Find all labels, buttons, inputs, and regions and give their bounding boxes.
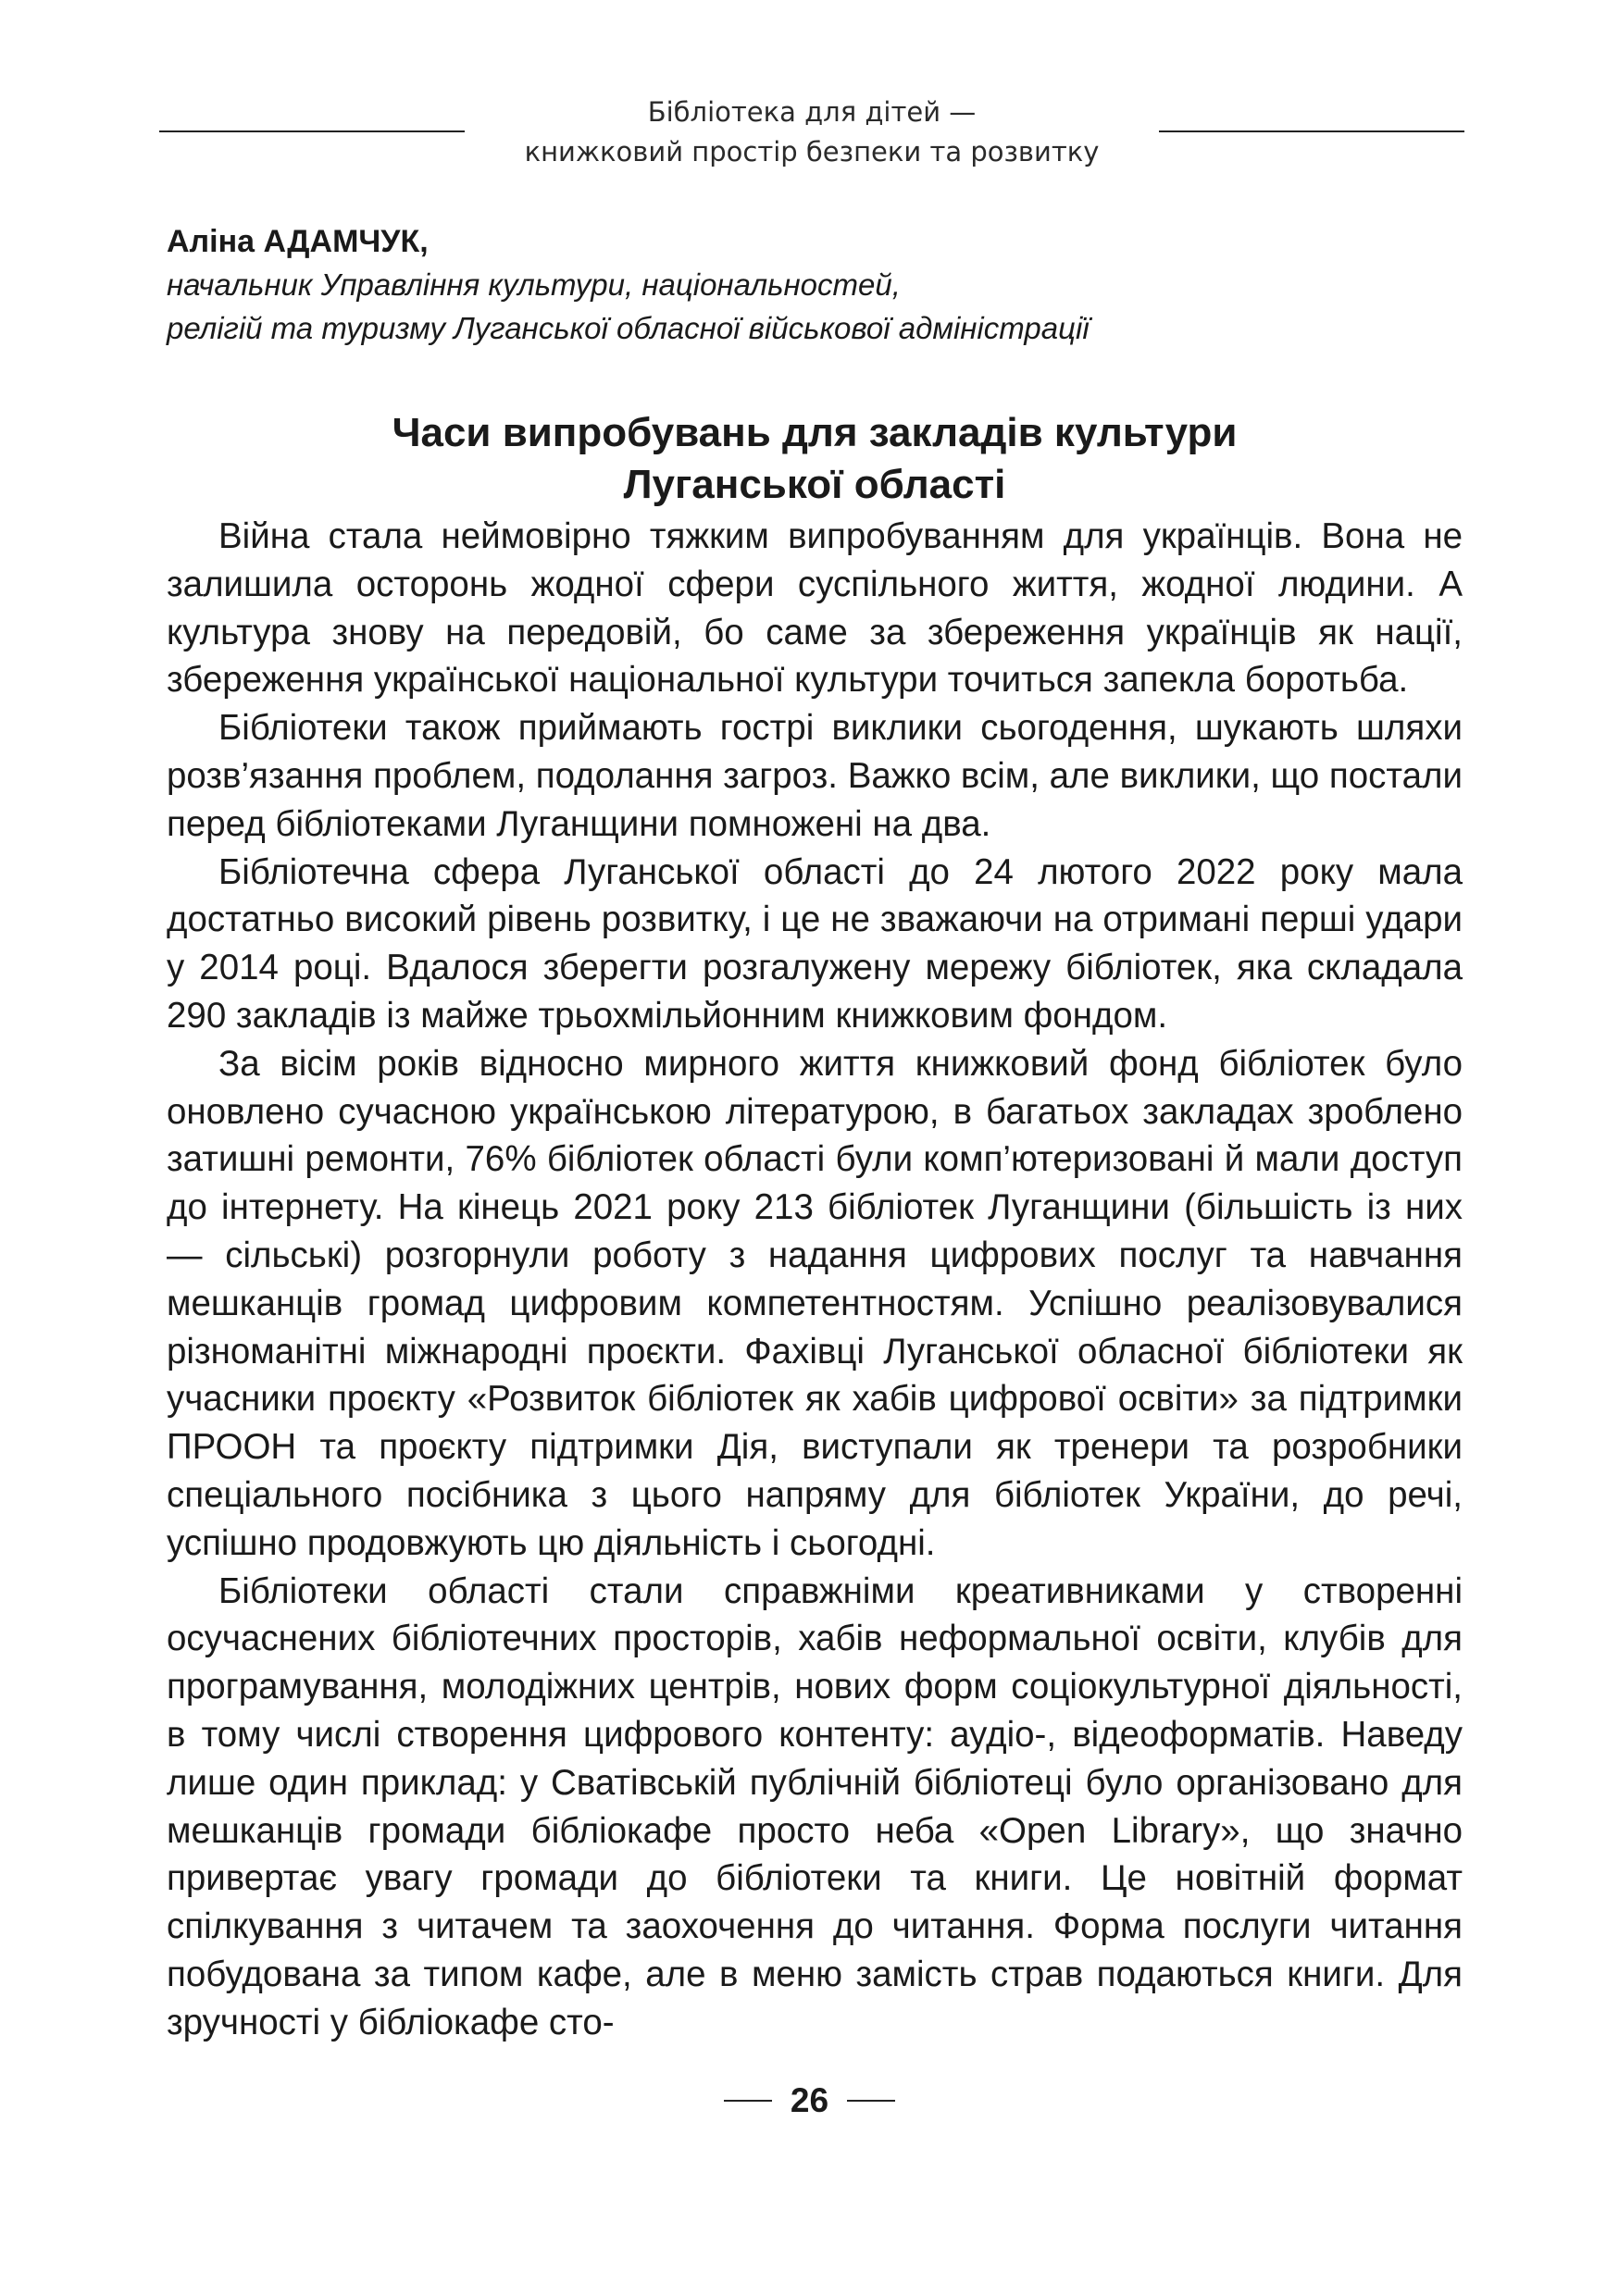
page-number-rule-left — [724, 2100, 772, 2102]
paragraph-3: Бібліотечна сфера Луганської області до 24 лютого 2022 року мала достатньо високий рівень розвитку, і це не зважаючи на отримані перші удари у 2014 році. Вдалося зберегти розгалужену мережу бібліотек, яка складала 290 закладів із майже трьохмільйонним книжковим фондом. — [167, 851, 1463, 1036]
header-rule-left — [159, 130, 465, 132]
page-number-rule-right — [847, 2100, 895, 2102]
page-number: 26 — [790, 2081, 829, 2119]
author-role-line-1: начальник Управління культури, національностей, — [167, 267, 901, 302]
author-role-line-2: релігій та туризму Луганської обласної військової адміністрації — [167, 311, 1090, 345]
header-rule-right — [1159, 130, 1464, 132]
running-header — [159, 93, 1464, 176]
paragraph-5: Бібліотеки області стали справжніми креативниками у створенні осучаснених бібліотечних просторів, хабів неформальної освіти, клубів для програмування, молодіжних центрів, нових форм соціокультурної діяльності, в тому числі створення цифрового контенту: аудіо-, відеоформатів. Наведу лише один приклад: у Сватівській публічній бібліотеці було організовано для мешканців громади бібліокафе просто неба «Open Library», що значно привертає увагу громади до бібліотеки та книги. Це новітній формат спілкування з читачем та заохочення до читання. Форма послуги читання побудована за типом кафе, але в меню замість страв подаються книги. Для зручності у бібліокафе сто- — [167, 1570, 1463, 2042]
author-name: Аліна АДАМЧУК, — [167, 224, 429, 259]
page-footer — [0, 2073, 1619, 2128]
article-title-line-2: Луганської області — [623, 462, 1006, 507]
running-header-line-1: Бібліотека для дітей — — [647, 96, 977, 128]
paragraph-2: Бібліотеки також приймають гострі виклики сьогодення, шукають шляхи розв’язання проблем, подолання загроз. Важко всім, але виклики, що постали перед бібліотеками Луганщини помножені на два. — [167, 708, 1463, 844]
article-title-line-1: Часи випробувань для закладів культури — [392, 410, 1238, 455]
article-body — [167, 513, 1463, 2047]
paragraph-1: Війна стала неймовірно тяжким випробуванням для українців. Вона не залишила осторонь жодної сфери суспільного життя, жодної людини. А культура знову на передовій, бо саме за збереження українців як нації, збереження української національної культури точиться запекла боротьба. — [167, 516, 1463, 701]
paragraph-4: За вісім років відносно мирного життя книжковий фонд бібліотек було оновлено сучасною українською літературою, в багатьох закладах зроблено затишні ремонти, 76% бібліотек області були комп’ютеризовані й мали доступ до інтернету. На кінець 2021 року 213 бібліотек Луганщини (більшість із них — сільські) розгорнули роботу з надання цифрових послуг та навчання мешканців громад цифровим компетентностям. Успішно реалізовувалися різноманітні міжнародні проєкти. Фахівці Луганської обласної бібліотеки як учасники проєкту «Розвиток бібліотек як хабів цифрової освіти» за підтримки ПРООН та проєкту підтримки Дія, виступали як тренери та розробники спеціального посібника з цього напряму для бібліотек України, до речі, успішно продовжують цю діяльність і сьогодні. — [167, 1043, 1463, 1563]
article-title — [167, 407, 1463, 511]
author-block — [167, 220, 1463, 350]
running-header-line-2: книжковий простір безпеки та розвитку — [524, 136, 1100, 168]
running-header-text — [465, 93, 1159, 172]
